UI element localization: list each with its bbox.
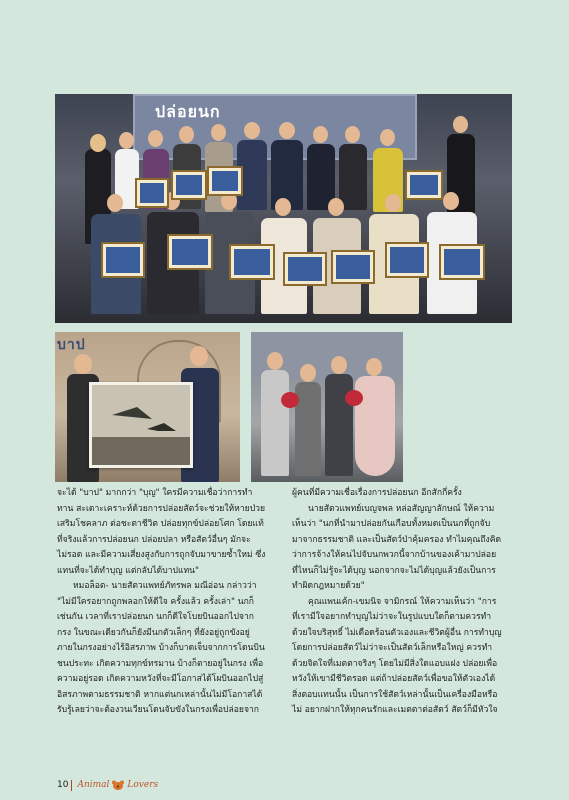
- article-line: รับรู้เลยว่าจะต้องวนเวียนโดนจับขังในกรงเพื่อปล่อยจาก: [57, 705, 260, 715]
- article-line: ด้วยจิตใจที่เมตตาจริงๆ โดยไม่มีสิ่งใดแอบแฝง ปล่อยเพื่อ: [292, 658, 498, 669]
- guest-man-grey-suit: [261, 370, 289, 476]
- guest-woman-grey: [295, 382, 321, 476]
- brand-word-animal: Animal: [77, 780, 110, 790]
- article-line: โดยการปล่อยสัตว์ไม่ว่าจะเป็นสัตว์เล็กหรือใหญ่ ควรทำ: [292, 643, 493, 653]
- article-line: เสริมโชคลาภ ต่อชะตาชีวิต ปล่อยทุกข์ปล่อยโศก โดยแท้: [57, 519, 264, 529]
- article-line: ผู้คนที่มีความเชื่อเรื่องการปล่อยนก อีกสักกี่ครั้ง: [292, 488, 462, 498]
- speaker-photo-sign: บาป: [57, 337, 86, 353]
- article-line: หมอล็อต- นายสัตวแพทย์ภัทรพล มณีอ่อน กล่าวว่า: [73, 581, 257, 591]
- article-line: นายสัตวแพทย์เบญจพล หล่อสัญญาลักษณ์ ให้ความ: [308, 503, 495, 514]
- flower-bouquet: [345, 390, 363, 406]
- article-line: แทนที่จะได้ทำบุญ แต่กลับได้บาปแทน": [57, 565, 200, 576]
- article-line: ชนประทะ เกิดความทุกข์ทรมาน บ้างก็ตายอยู่ในกรง เพื่อ: [57, 658, 264, 669]
- guest-man-dark-suit: [325, 374, 353, 476]
- speaker-photo: [55, 332, 240, 482]
- article-line: กรง ในขณะเดียวกันก็ยังมีนกตัวเล็กๆ ที่ยังอยู่ถูกขังอยู่: [57, 627, 250, 638]
- article-line: ทำผิดกฎหมายด้วย": [292, 581, 365, 591]
- article-line: สิ่งตอบแทนนั้น เป็นการใช้สัตว์เหล่านั้นเป็นเครื่องมือหรือ: [292, 689, 498, 700]
- guest-woman-pink-dress: [355, 376, 395, 476]
- article-line: ด้วยใจบริสุทธิ์ ไม่เดือดร้อนตัวเองและชีวิตผู้อื่น การทำบุญ: [292, 627, 502, 638]
- article-line: ภายในกรงอย่างไร้อิสรภาพ บ้างก็บาดเจ็บจากการโดนบิน: [57, 643, 265, 653]
- bird-painting-image: [92, 385, 190, 465]
- group-photo: [55, 94, 512, 323]
- bird-painting: [89, 382, 193, 468]
- article-column-right: [292, 486, 514, 719]
- article-line: จะได้ "บาป" มากกว่า "บุญ" ใครมีความเชื่อว่าการทำ: [57, 488, 253, 498]
- article-line: ว่าการจ้างให้คนไปจับนกพวกนี้จากบ้านของเค้ามาปล่อย: [292, 550, 497, 560]
- flower-bouquet: [281, 392, 299, 408]
- article-line: เห็นว่า "นกที่นำมาปล่อยกันเกือบทั้งหมดเป็นนกที่ถูกจับ: [292, 519, 491, 529]
- article-line: ไม่รอด และมีความเสี่ยงสูงกับการถูกจับมาขายซ้ำใหม่ ซึ่ง: [57, 550, 266, 560]
- brand-word-lovers: Lovers: [127, 780, 159, 790]
- event-sign-text: ปล่อยนก: [155, 102, 221, 121]
- article-line: "ไม่มีใครอยากถูกพลอกให้ดีใจ ครั้งแล้ว ครั้งเล่า" นกก็: [57, 596, 254, 607]
- page-footer: [57, 777, 158, 793]
- article-column-left: [57, 486, 279, 719]
- article-line: ที่ไหนก็ไม่รู้จะได้บุญ นอกจากจะไม่ได้บุญแล้วยังเป็นการ: [292, 565, 496, 576]
- guests-photo: [251, 332, 403, 482]
- page-number: 10: [57, 780, 69, 790]
- article-line: ที่จริงแล้วการปล่อยนก ปล่อยปลา หรือสัตว์อื่นๆ มักจะ: [57, 534, 251, 545]
- article-line: ความอยู่รอด เกิดความหวังที่จะมีโอกาสได้โผบินออกไปสู่: [57, 674, 264, 684]
- article-line: อิสรภาพตามธรรมชาติ หากแต่นกเหล่านั้นไม่มีโอกาสได้: [57, 689, 263, 700]
- footer-divider: [71, 780, 72, 791]
- article-line: ที่เรามีใจอยากทำบุญไม่ว่าจะในรูปแบบใดก็ตามควรทำ: [292, 612, 492, 622]
- article-line: ทาน สะเดาะเคราะห์ด้วยการปล่อยสัตว์จะช่วยให้หายป่วย: [57, 503, 266, 514]
- article-line: เช่นกัน เวลาที่เราปล่อยนก นกก็ดีใจโบยบินออกไปจาก: [57, 612, 254, 622]
- article-line: มาจากธรรมชาติ และเป็นสัตว์ป่าคุ้มครอง ทำไมคุณถึงคิด: [292, 534, 502, 545]
- article-line: คุณแพนเค้ก-เขมนิจ จามิกรณ์ ให้ความเห็นว่า "การ: [308, 596, 497, 607]
- article-line: ไม่ อยากฝากให้ทุกคนรักและเมตตาต่อสัตว์ สัตว์ก็มีหัวใจ: [292, 705, 498, 715]
- article-line: หวังให้เขามีชีวิตรอด แต่ถ้าปล่อยสัตว์เพื่อขอให้ตัวเองได้: [292, 674, 496, 684]
- dog-icon: [111, 779, 125, 791]
